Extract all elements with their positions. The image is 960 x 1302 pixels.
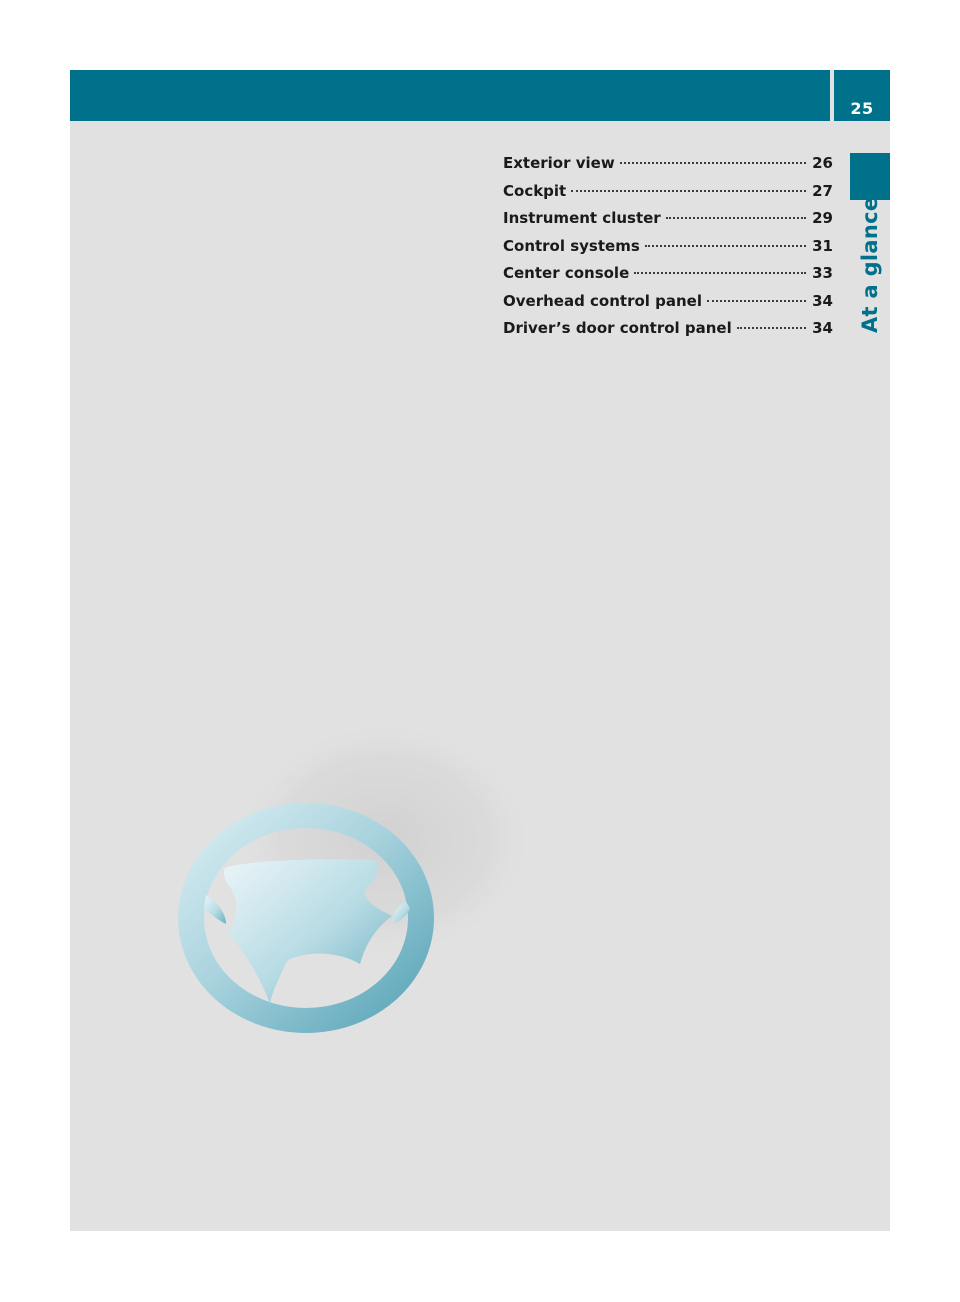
toc-entry-title: Driver’s door control panel xyxy=(503,319,732,337)
toc-entry-title: Instrument cluster xyxy=(503,209,661,227)
toc-entry[interactable] xyxy=(503,315,833,343)
toc-entry-page: 33 xyxy=(812,264,833,282)
table-of-contents xyxy=(503,150,833,343)
toc-leader-dots xyxy=(737,327,806,329)
toc-entry[interactable] xyxy=(503,288,833,316)
toc-entry-page: 34 xyxy=(812,291,833,310)
steering-wheel-icon xyxy=(170,720,530,1050)
toc-entry-title: Control systems xyxy=(503,236,640,255)
side-tab-marker xyxy=(850,153,890,200)
toc-entry-page: 29 xyxy=(812,209,833,227)
toc-entry-title: Center console xyxy=(503,264,630,282)
toc-leader-dots xyxy=(707,300,806,302)
side-tab-label: At a glance xyxy=(858,196,882,333)
toc-entry-page: 26 xyxy=(812,154,833,172)
toc-entry[interactable] xyxy=(503,150,833,178)
toc-entry-page: 34 xyxy=(812,319,833,337)
header-bar xyxy=(70,70,830,121)
toc-leader-dots xyxy=(645,245,806,247)
page-number: 25 xyxy=(850,99,874,118)
toc-leader-dots xyxy=(666,217,806,219)
toc-entry[interactable] xyxy=(503,233,833,261)
toc-entry[interactable] xyxy=(503,205,833,233)
toc-entry[interactable] xyxy=(503,260,833,288)
page-number-box xyxy=(834,70,890,121)
toc-leader-dots xyxy=(620,162,806,164)
toc-leader-dots xyxy=(634,272,806,274)
wheel-spoke-left xyxy=(204,895,226,924)
wheel-hub xyxy=(224,859,392,1004)
toc-entry-title: Cockpit xyxy=(503,181,567,200)
toc-entry-title: Exterior view xyxy=(503,154,615,172)
toc-entry-page: 31 xyxy=(812,236,833,255)
toc-leader-dots xyxy=(571,190,806,192)
toc-entry-page: 27 xyxy=(812,181,833,200)
toc-entry-title: Overhead control panel xyxy=(503,291,702,310)
toc-entry[interactable] xyxy=(503,178,833,206)
